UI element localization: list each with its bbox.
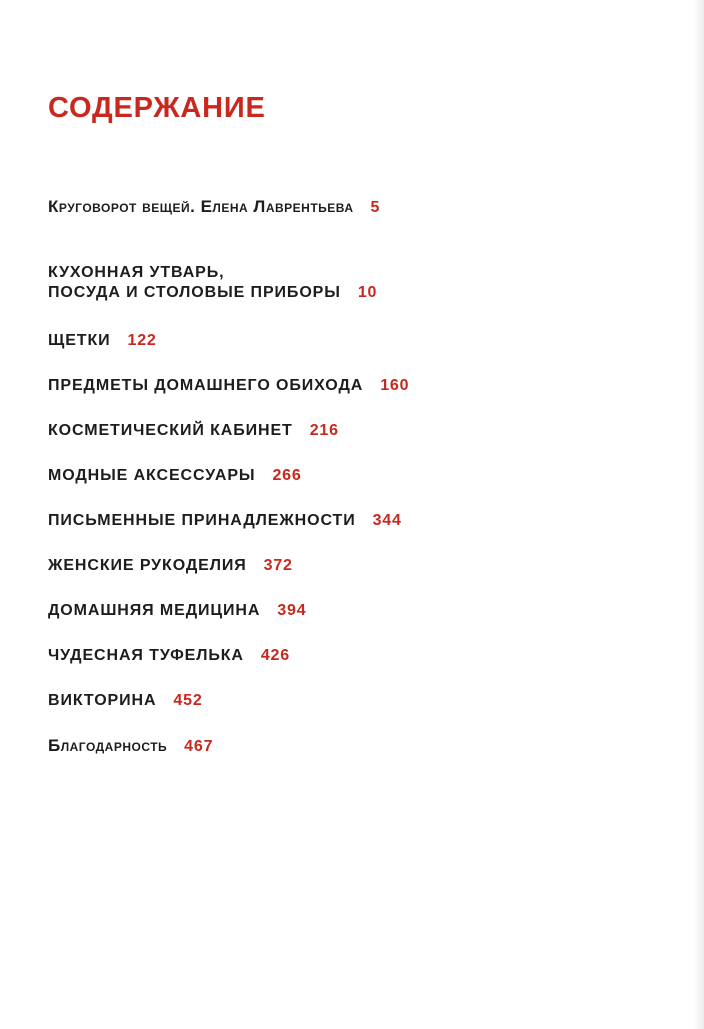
contents-title: СОДЕРЖАНИЕ	[48, 92, 266, 124]
toc-entry-quiz[interactable]	[48, 691, 203, 711]
toc-entry-fashion-accessories[interactable]	[48, 466, 302, 486]
toc-entry-slipper[interactable]	[48, 646, 290, 666]
toc-entry-stationery[interactable]	[48, 511, 402, 531]
toc-page-number: 467	[184, 738, 214, 755]
toc-entry-title: ВИКТОРИНА	[48, 692, 157, 709]
toc-page-number: 394	[277, 602, 307, 619]
toc-entry-household-items[interactable]	[48, 376, 409, 396]
toc-page-number: 160	[380, 377, 410, 394]
toc-entry-needlework[interactable]	[48, 556, 293, 576]
page-edge-shadow	[694, 0, 704, 1029]
toc-entry-title-line2: ПОСУДА И СТОЛОВЫЕ ПРИБОРЫ	[48, 284, 341, 301]
toc-entry-title: ЖЕНСКИЕ РУКОДЕЛИЯ	[48, 557, 247, 574]
toc-entry-kitchenware[interactable]	[48, 263, 377, 303]
toc-entry-title: МОДНЫЕ АКСЕССУАРЫ	[48, 467, 256, 484]
toc-page-number: 452	[173, 692, 203, 709]
toc-entry-intro[interactable]	[48, 197, 380, 218]
toc-entry-acknowledgements[interactable]	[48, 736, 213, 757]
toc-page-number: 426	[260, 647, 290, 664]
toc-page-number: 216	[309, 422, 339, 439]
toc-entry-brushes[interactable]	[48, 331, 157, 351]
toc-entry-title: ПИСЬМЕННЫЕ ПРИНАДЛЕЖНОСТИ	[48, 512, 356, 529]
toc-entry-title-line1: КУХОННАЯ УТВАРЬ,	[48, 264, 225, 281]
toc-page-number: 5	[370, 199, 381, 216]
toc-entry-title: Круговорот вещей. Елена Лаврентьева	[48, 197, 354, 216]
toc-entry-cosmetics[interactable]	[48, 421, 339, 441]
toc-entry-title: ЧУДЕСНАЯ ТУФЕЛЬКА	[48, 647, 244, 664]
toc-page-number: 266	[272, 467, 302, 484]
toc-page-number: 344	[372, 512, 402, 529]
toc-page-number: 122	[127, 332, 157, 349]
toc-page-number: 372	[263, 557, 293, 574]
toc-page-number: 10	[357, 284, 378, 301]
toc-entry-title: ЩЕТКИ	[48, 332, 111, 349]
toc-entry-title: КОСМЕТИЧЕСКИЙ КАБИНЕТ	[48, 422, 293, 439]
toc-entry-home-medicine[interactable]	[48, 601, 306, 621]
toc-entry-title: Благодарность	[48, 736, 168, 755]
toc-entry-title: ДОМАШНЯЯ МЕДИЦИНА	[48, 602, 261, 619]
toc-entry-title: ПРЕДМЕТЫ ДОМАШНЕГО ОБИХОДА	[48, 377, 364, 394]
